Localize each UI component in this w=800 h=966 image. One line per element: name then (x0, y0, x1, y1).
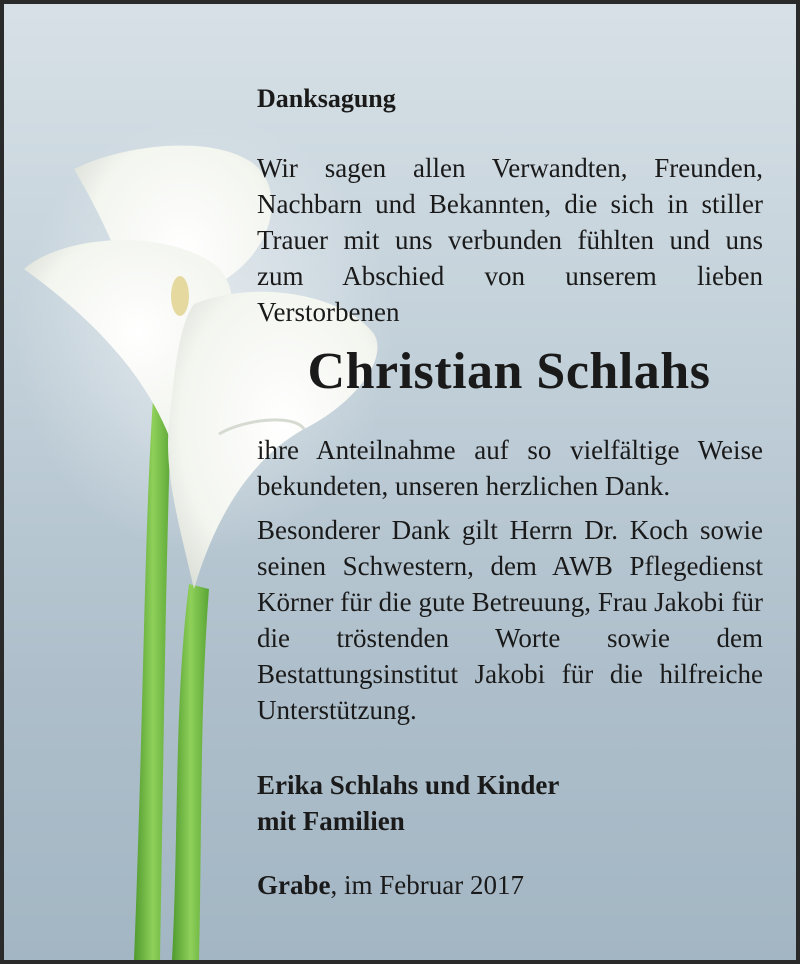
thanks-paragraph-2: ihre Anteilnahme auf so vielfältige Weise bekundeten, unseren herzlichen Dank. (257, 435, 763, 501)
calla-spadix (171, 276, 189, 316)
stem-front (172, 584, 209, 960)
signature-line-2: mit Familien (257, 806, 405, 836)
thanks-paragraph-3: Besonderer Dank gilt Herrn Dr. Koch sowie seinen Schwestern, dem AWB Pflegedienst Körner für die gute Betreuung, Frau Jakobi für die tröstenden Worte sowie dem Bestattungsinstitut Jakobi für die hilfreiche Unterstützung. (257, 515, 763, 725)
deceased-name: Christian Schlahs (307, 343, 711, 400)
thanks-paragraph-1: Wir sagen allen Verwandten, Freunden, Nachbarn und Bekannten, die sich in stiller Trauer mit uns verbunden fühlten und uns zum Abschied von unserem lieben Verstorbenen (257, 153, 763, 327)
heading-danksagung: Danksagung (257, 84, 396, 113)
dateline-date: , im Februar 2017 (330, 870, 524, 900)
signature-line-1: Erika Schlahs und Kinder (257, 770, 560, 800)
dateline-place: Grabe (257, 870, 331, 900)
dateline (257, 870, 763, 901)
signature-block (257, 767, 763, 839)
